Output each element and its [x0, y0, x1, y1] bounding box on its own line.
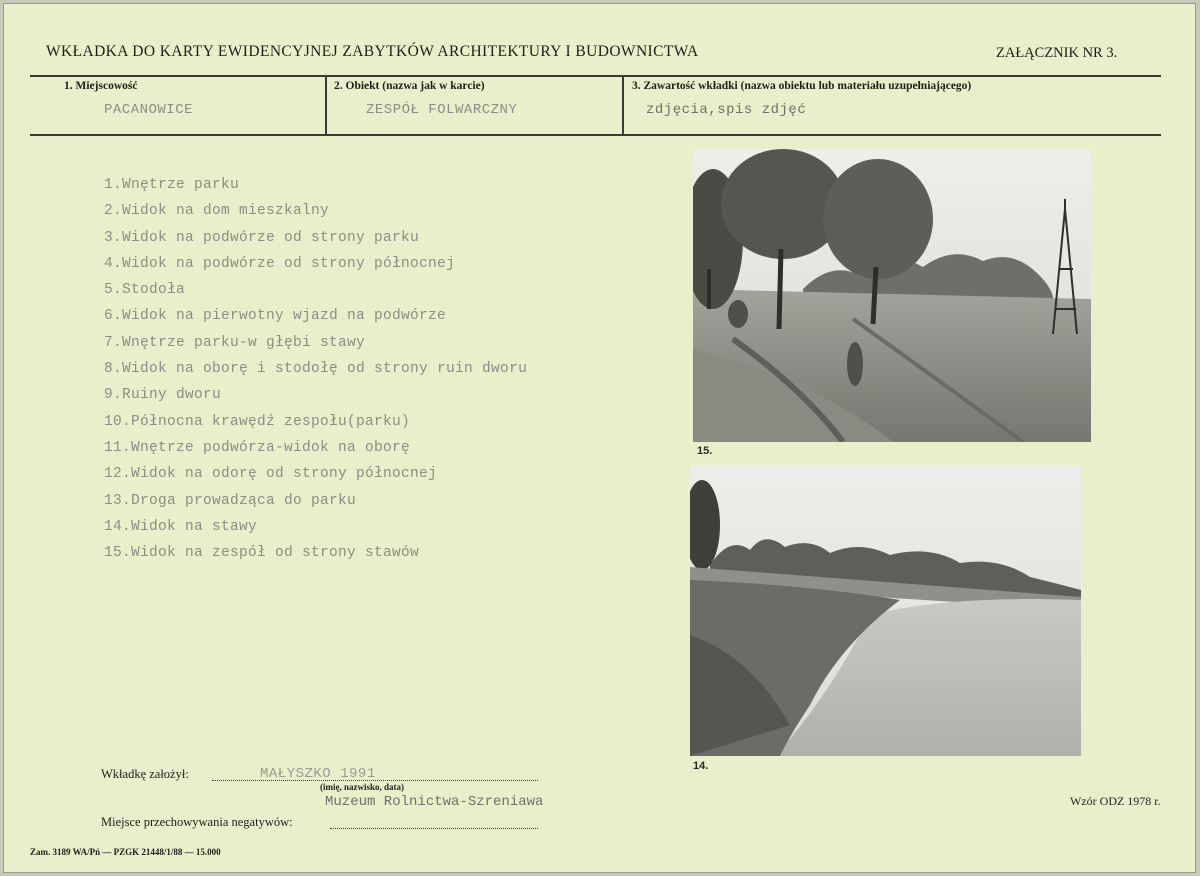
column-divider-1: [325, 77, 327, 134]
negatives-location-label: Miejsce przechowywania negatywów:: [101, 815, 293, 829]
annex-number: ZAŁĄCZNIK NR 3.: [996, 45, 1118, 61]
top-rule: [30, 75, 1161, 77]
column-divider-2: [622, 77, 624, 134]
locality-value: PACANOWICE: [104, 102, 194, 118]
list-item: 15.Widok na zespół od strony stawów: [104, 545, 420, 562]
list-item: 3.Widok na podwórze od strony parku: [104, 229, 420, 246]
created-by-hint: (imię, nazwisko, data): [320, 782, 404, 792]
list-item: 8.Widok na oborę i stodołę od strony ruin dworu: [104, 361, 528, 378]
photo-list: [104, 172, 527, 566]
negatives-location-line: [330, 828, 538, 829]
institution-value: Muzeum Rolnictwa-Szreniawa: [325, 794, 544, 810]
form-model: Wzór ODZ 1978 r.: [1070, 794, 1161, 808]
created-by-label: Wkładkę założył:: [101, 767, 189, 781]
created-by-value: MAŁYSZKO 1991: [260, 766, 376, 782]
list-item: 5.Stodoła: [104, 282, 186, 299]
form-title: WKŁADKA DO KARTY EWIDENCYJNEJ ZABYTKÓW ARCHITEKTURY I BUDOWNICTWA: [46, 43, 699, 60]
locality-label: 1. Miejscowość: [64, 80, 138, 92]
rural-field-with-trees-photo: [693, 149, 1091, 442]
object-value: ZESPÓŁ FOLWARCZNY: [366, 102, 518, 118]
object-label: 2. Obiekt (nazwa jak w karcie): [334, 80, 485, 92]
list-item: 11.Wnętrze podwórza-widok na oborę: [104, 439, 411, 456]
list-item: 1.Wnętrze parku: [104, 177, 240, 193]
photo-number: 15.: [697, 445, 713, 457]
list-item: 10.Północna krawędź zespołu(parku): [104, 413, 411, 430]
list-item: 12.Widok na odorę od strony północnej: [104, 466, 438, 483]
list-item: 14.Widok na stawy: [104, 518, 258, 535]
pond-with-treeline-photo: [690, 465, 1081, 756]
content-value: zdjęcia,spis zdjęć: [646, 102, 807, 118]
list-item: 2.Widok na dom mieszkalny: [104, 203, 330, 220]
print-info: Zam. 3189 WA/Pń — PZGK 21448/1/88 — 15.000: [30, 847, 221, 857]
bottom-rule: [30, 134, 1161, 136]
list-item: 9.Ruiny dworu: [104, 387, 222, 404]
list-item: 4.Widok na podwórze od strony północnej: [104, 255, 456, 272]
list-item: 13.Droga prowadząca do parku: [104, 492, 357, 509]
list-item: 6.Widok na pierwotny wjazd na podwórze: [104, 308, 447, 325]
content-label: 3. Zawartość wkładki (nazwa obiektu lub materiału uzupełniającego): [632, 80, 972, 92]
photo-number: 14.: [693, 760, 709, 772]
list-item: 7.Wnętrze parku-w głębi stawy: [104, 334, 366, 351]
